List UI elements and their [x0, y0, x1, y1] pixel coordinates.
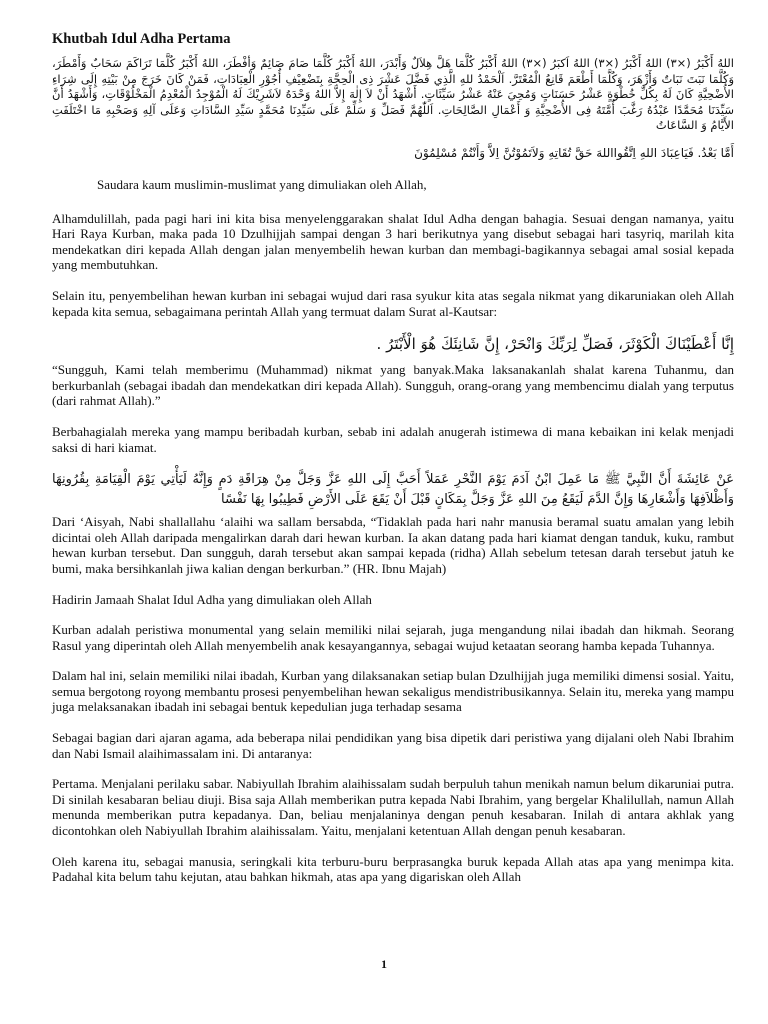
arabic-opening-takbir: اللهُ أَكْبَرُ (×٣) اللهُ أَكْبَرُ (×٣) اللهُ اَكبَرُ (×٣) اللهُ أَكْبَرُ كُلَّمَا هَلَّ هِلاَلٌ وَأَبْدَرَ، اللهُ أَكْبَرُ كُلَّمَا صَامَ صَائِمٌ وَأفْطَرَ، اللهُ أَكْبَرُ كُلَّمَا تَرَاكَمَ سَحَابٌ وَأَمْطَرَ، وَكُلَّمَا نَبَتَ نَبَاتٌ وَأَزْهَرَ، وَكُلَّمَا أَطْعَمَ قَانِعُ الْمُعْتَرَّ. اَلْحَمْدُ للهِ الَّذِي فَضَّلَ عَشْرَ ذِى الْحِجَّةِ بِتَضْعِيْفِ أُجُوْرِ الْعِبَادَاتِ، فَمَنْ كَانَ خَرَجَ مِنْ بَيْتِهِ إِلَى شِرَاءِ الأُضْحِيَّةِ كَانَ لَهُ بِكُلِّ خُطْوَةٍ عَشْرُ حَسَنَاتٍ وَمُحِيَ عَنْهُ عَشْرُ سَيِّئَاتٍ. أَشْهَدُ أَنْ لاَ إِلٰهَ إِلاَّ اللهُ وَحْدَهُ لاَشَرِيْكَ لَهُ الْمُوْجِدُ الْمُعْدِمُ الْمَخْلُوْقَاتِ، وَأَشْهَدُ أَنَّ سَيِّدَنَا مُحَمَّدًا عَبْدُهُ رَغَّبَ أُمَّتَهُ فِى الأُضْحِيَّةِ وَ أَعْمَالِ الصَّالِحَاتِ. اَللّٰهُمَّ فَصَلِّ وَ سَلِّمْ عَلَى سَيِّدِنَا مُحَمَّدٍ سَيِّدِ السَّادَاتِ وَعَلَى آلِهِ وَصَحْبِهِ مَا اخْتَلَفَتِ الأَيَّامُ وَ السَّاعَاتُ [52, 56, 735, 132]
paragraph-saudara: Saudara kaum muslimin-muslimat yang dimuliakan oleh Allah, [97, 177, 427, 192]
document-title: Khutbah Idul Adha Pertama [52, 31, 231, 47]
paragraph-translation-kautsar: “Sungguh, Kami telah memberimu (Muhammad) nikmat yang banyak.Maka laksanakanlah shalat karena Tuhanmu, dan berkurbanlah (sebagai ibadah dan mendekatkan diri kepada Allah). Sungguh, orang-orang yang membencimu dialah yang terputus (dari rahmat Allah).” [52, 362, 734, 409]
arabic-amma-badu: أَمَّا بَعْدُ. فَيَاعِبَادَ اللهِ اِتَّقُوااللهَ حَقَّ تُقَاتِهِ وَلاَتَمُوْتُنَّ اِلاَّ وَأَنْتُمْ مُسْلِمُوْنَ [414, 145, 734, 160]
paragraph-pertama: Pertama. Menjalani perilaku sabar. Nabiyullah Ibrahim alaihissalam sudah berpuluh tahun menikah namun belum dikaruniai putra. Di sinilah kesabaran beliau diuji. Bisa saja Allah memberikan putra kepada Nabi Ibrahim, yang bergelar Khalilullah, namun Allah menunda memberikan putra kepadanya. Dan, beliau menjalaninya dengan penuh kesabaran. Inilah di antara akhlak yang dicontohkan oleh Nabiyullah Ibrahim alaihissalam. Yaitu, menjalani ketentuan Allah dengan penuh kesabaran. [52, 776, 734, 839]
paragraph-hadirin: Hadirin Jamaah Shalat Idul Adha yang dimuliakan oleh Allah [52, 591, 372, 607]
page-number: 1 [381, 957, 387, 971]
paragraph-alhamdulillah: Alhamdulillah, pada pagi hari ini kita bisa menyelenggarakan shalat Idul Adha dengan bahagia. Sesuai dengan namanya, yaitu Hari Raya Kurban, maka pada 10 Dzulhijjah sampai dengan 3 hari berikutnya yang disebut sebagai hari tasyriq, marilah kita mendekatkan diri kepada Allah dengan jalan menyembelih hewan kurban dan membagi-bagikannya sebagai amal sosial kepada yang membutuhkan. [52, 210, 734, 273]
arabic-surat-al-kautsar: إِنَّا أَعْطَيْنَاكَ الْكَوْثَرَ، فَصَلِّ لِرَبِّكَ وَانْحَرْ، إِنَّ شَانِئَكَ هُوَ الْأَبْتَرُ . [376, 335, 734, 354]
arabic-hadith-aisyah: عَنْ عَائِشَةَ أَنَّ النَّبِيَّ ﷺ مَا عَمِلَ ابْنُ آدَمَ يَوْمَ النَّحْرِ عَمَلاً أَحَبَّ إِلَى اللهِ عَزَّ وَجَلَّ مِنْ هِرَاقَةِ دَمٍ وَإِنَّهُ لَيَأْتِي يَوْمَ الْقِيَامَةِ بِقُرُونِهَا وَأَظْلاَفِهَا وَأَشْعَارِهَا وَإِنَّ الدَّمَ لَيَقَعُ مِنَ اللهِ عَزَّ وَجَلَّ بِمَكَانٍ قَبْلَ أَنْ يَقَعَ عَلَى الأَرْضِ فَطِيبُوا بِهَا نَفْسًا [52, 472, 734, 508]
paragraph-dalam-hal-ini: Dalam hal ini, selain memiliki nilai ibadah, Kurban yang dilaksanakan setiap bulan Dzulhijjah juga memiliki dimensi sosial. Yaitu, semua bergotong royong membantu prosesi penyembelihan hewan sekaligus mendistribusikannya. Selain itu, mereka yang mampu juga melaksanakan ibadah ini sebagai bentuk kepedulian juga terhadap sesama [52, 668, 734, 715]
paragraph-sebagai-bagian: Sebagai bagian dari ajaran agama, ada beberapa nilai pendidikan yang bisa dipetik dari peristiwa yang dijalani oleh Nabi Ibrahim dan Nabi Ismail alaihimassalam ini. Di antaranya: [52, 730, 734, 761]
paragraph-oleh-karena-itu: Oleh karena itu, sebagai manusia, seringkali kita terburu-buru berprasangka buruk kepada Allah atas apa yang menimpa kita. Padahal kita belum tahu kejutan, atau bahkan hikmah, atas apa yang digariskan oleh Allah [52, 853, 734, 885]
document-page [52, 30, 734, 900]
paragraph-selain-itu: Selain itu, penyembelihan hewan kurban ini sebagai wujud dari rasa syukur kita atas segala nikmat yang dikaruniakan oleh Allah kepada kita semua, sebagaimana perintah Allah yang termuat dalam Surat al-Kautsar: [52, 287, 734, 319]
paragraph-hadith-translation: Dari ‘Aisyah, Nabi shallallahu ‘alaihi wa sallam bersabda, “Tidaklah pada hari nahr manusia beramal suatu amalan yang lebih dicintai oleh Allah daripada mengalirkan darah dari hewan kurban. Ia akan datang pada hari kiamat dengan tanduk, kuku, rambut hewan kurban tersebut. Dan sungguh, darah tersebut akan sampai kepada (ridha) Allah sebelum tetesan darah tersebut jatuh ke bumi, maka bersihkanlah jiwa kalian dengan berkurban.” (HR. Ibnu Majah) [52, 514, 734, 576]
paragraph-kurban: Kurban adalah peristiwa monumental yang selain memiliki nilai sejarah, juga mengandung nilai ibadah dan hikmah. Seorang Rasul yang diperintah oleh Allah menyembelih anak kesayangannya, sebagai wujud ketaatan seorang hamba kepada Tuhannya. [52, 622, 734, 653]
paragraph-berbahagialah: Berbahagialah mereka yang mampu beribadah kurban, sebab ini adalah anugerah istimewa di mana kebaikan ini kelak menjadi saksi di hari kiamat. [52, 423, 734, 455]
